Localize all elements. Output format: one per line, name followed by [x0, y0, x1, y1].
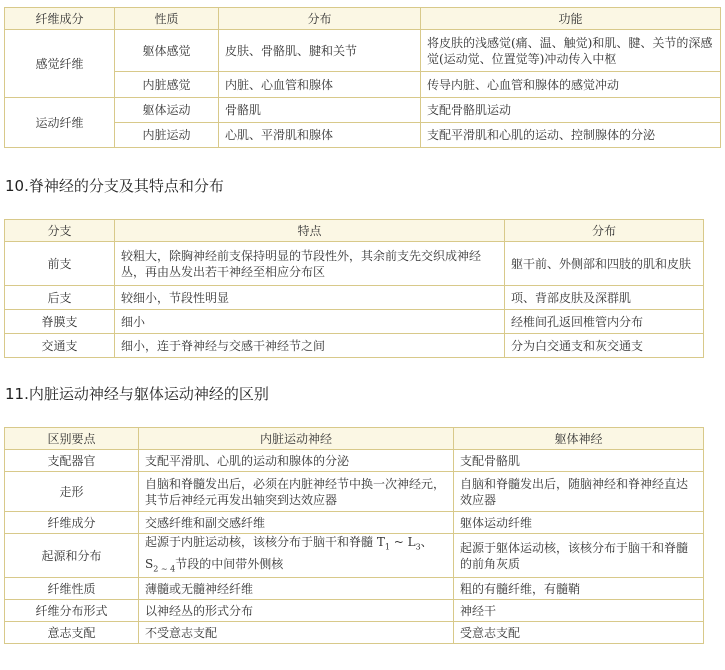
header-distribution: 分布 [219, 8, 421, 30]
point-cell: 纤维分布形式 [5, 600, 139, 622]
distribution-cell: 心肌、平滑肌和腺体 [219, 123, 421, 148]
origin-tail: 节段的中间带外侧核 [175, 556, 284, 571]
fiber-type: 躯体运动 [115, 98, 219, 123]
s-label: S [145, 556, 154, 571]
somatic-cell: 粗的有髓纤维，有髓鞘 [454, 578, 704, 600]
comma: 、 [420, 535, 433, 550]
distribution-cell: 皮肤、骨骼肌、腱和关节 [219, 30, 421, 72]
fiber-type: 躯体感觉 [115, 30, 219, 72]
t-subscript: 1 [384, 542, 390, 552]
s-subscript: 2 ~ 4 [153, 563, 176, 573]
visceral-cell: 自脑和脊髓发出后，必须在内脏神经节中换一次神经元，其节后神经元再发出轴突到达效应器 [139, 472, 454, 512]
table-header-row [5, 428, 704, 450]
function-cell: 支配骨骼肌运动 [421, 98, 721, 123]
visceral-vs-somatic-table [4, 427, 704, 644]
motor-fiber-group: 运动纤维 [5, 98, 115, 148]
visceral-cell: 以神经丛的形式分布 [139, 600, 454, 622]
fiber-type: 内脏运动 [115, 123, 219, 148]
section-11-heading: 11.内脏运动神经与躯体运动神经的区别 [5, 385, 269, 403]
table-header-row [5, 220, 704, 242]
point-cell: 意志支配 [5, 622, 139, 644]
visceral-cell: 薄髓或无髓神经纤维 [139, 578, 454, 600]
distribution-cell: 骨骼肌 [219, 98, 421, 123]
feature-cell: 较粗大，除胸神经前支保持明显的节段性外，其余前支先交织成神经丛，再由丛发出若干神经至相应分布区 [115, 242, 505, 286]
table-row [5, 600, 704, 622]
l-subscript: 3 [415, 542, 421, 552]
header-distribution: 分布 [505, 220, 704, 242]
point-cell: 起源和分布 [5, 534, 139, 578]
branch-name: 交通支 [5, 334, 115, 358]
point-cell: 支配器官 [5, 450, 139, 472]
point-cell: 纤维性质 [5, 578, 139, 600]
branch-name: 前支 [5, 242, 115, 286]
visceral-cell: 不受意志支配 [139, 622, 454, 644]
function-cell: 将皮肤的浅感觉(痛、温、触觉)和肌、腱、关节的深感觉(运动觉、位置觉等)冲动传入中枢 [421, 30, 721, 72]
spinal-nerve-branches-table [4, 219, 704, 358]
branch-name: 脊膜支 [5, 310, 115, 334]
distribution-cell: 内脏、心血管和腺体 [219, 72, 421, 98]
fiber-components-table [4, 7, 721, 148]
table-header-row [5, 8, 721, 30]
table-row [5, 578, 704, 600]
table-row [5, 242, 704, 286]
feature-cell: 细小 [115, 310, 505, 334]
distribution-cell: 躯干前、外侧部和四肢的肌和皮肤 [505, 242, 704, 286]
header-visceral: 内脏运动神经 [139, 428, 454, 450]
somatic-cell: 自脑和脊髓发出后，随脑神经和脊神经直达效应器 [454, 472, 704, 512]
header-point: 区别要点 [5, 428, 139, 450]
origin-text: 起源于内脏运动核，该核分布于脑干和脊髓 T [145, 535, 385, 550]
fiber-type: 内脏感觉 [115, 72, 219, 98]
table-row [5, 534, 704, 578]
distribution-cell: 分为白交通支和灰交通支 [505, 334, 704, 358]
somatic-cell: 支配骨骼肌 [454, 450, 704, 472]
table-row [5, 450, 704, 472]
somatic-cell: 受意志支配 [454, 622, 704, 644]
table-row [5, 622, 704, 644]
header-somatic: 躯体神经 [454, 428, 704, 450]
section-10-heading: 10.脊神经的分支及其特点和分布 [5, 177, 224, 195]
table-row [5, 310, 704, 334]
somatic-cell: 神经干 [454, 600, 704, 622]
function-cell: 支配平滑肌和心肌的运动、控制腺体的分泌 [421, 123, 721, 148]
table-row [5, 512, 704, 534]
table-row [5, 472, 704, 512]
header-feature: 特点 [115, 220, 505, 242]
header-fiber-component: 纤维成分 [5, 8, 115, 30]
visceral-cell [139, 534, 454, 578]
distribution-cell: 经椎间孔返回椎管内分布 [505, 310, 704, 334]
feature-cell: 较细小，节段性明显 [115, 286, 505, 310]
branch-name: 后支 [5, 286, 115, 310]
point-cell: 纤维成分 [5, 512, 139, 534]
visceral-cell: 支配平滑肌、心肌的运动和腺体的分泌 [139, 450, 454, 472]
sensory-fiber-group: 感觉纤维 [5, 30, 115, 98]
feature-cell: 细小，连于脊神经与交感干神经节之间 [115, 334, 505, 358]
somatic-cell: 起源于躯体运动核，该核分布于脑干和脊髓的前角灰质 [454, 534, 704, 578]
function-cell: 传导内脏、心血管和腺体的感觉冲动 [421, 72, 721, 98]
header-nature: 性质 [115, 8, 219, 30]
table-row [5, 30, 721, 72]
distribution-cell: 项、背部皮肤及深群肌 [505, 286, 704, 310]
header-branch: 分支 [5, 220, 115, 242]
table-row [5, 98, 721, 123]
table-row [5, 286, 704, 310]
point-cell: 走形 [5, 472, 139, 512]
visceral-cell: 交感纤维和副交感纤维 [139, 512, 454, 534]
header-function: 功能 [421, 8, 721, 30]
somatic-cell: 躯体运动纤维 [454, 512, 704, 534]
range-separator: ~ L [389, 535, 416, 550]
table-row [5, 334, 704, 358]
